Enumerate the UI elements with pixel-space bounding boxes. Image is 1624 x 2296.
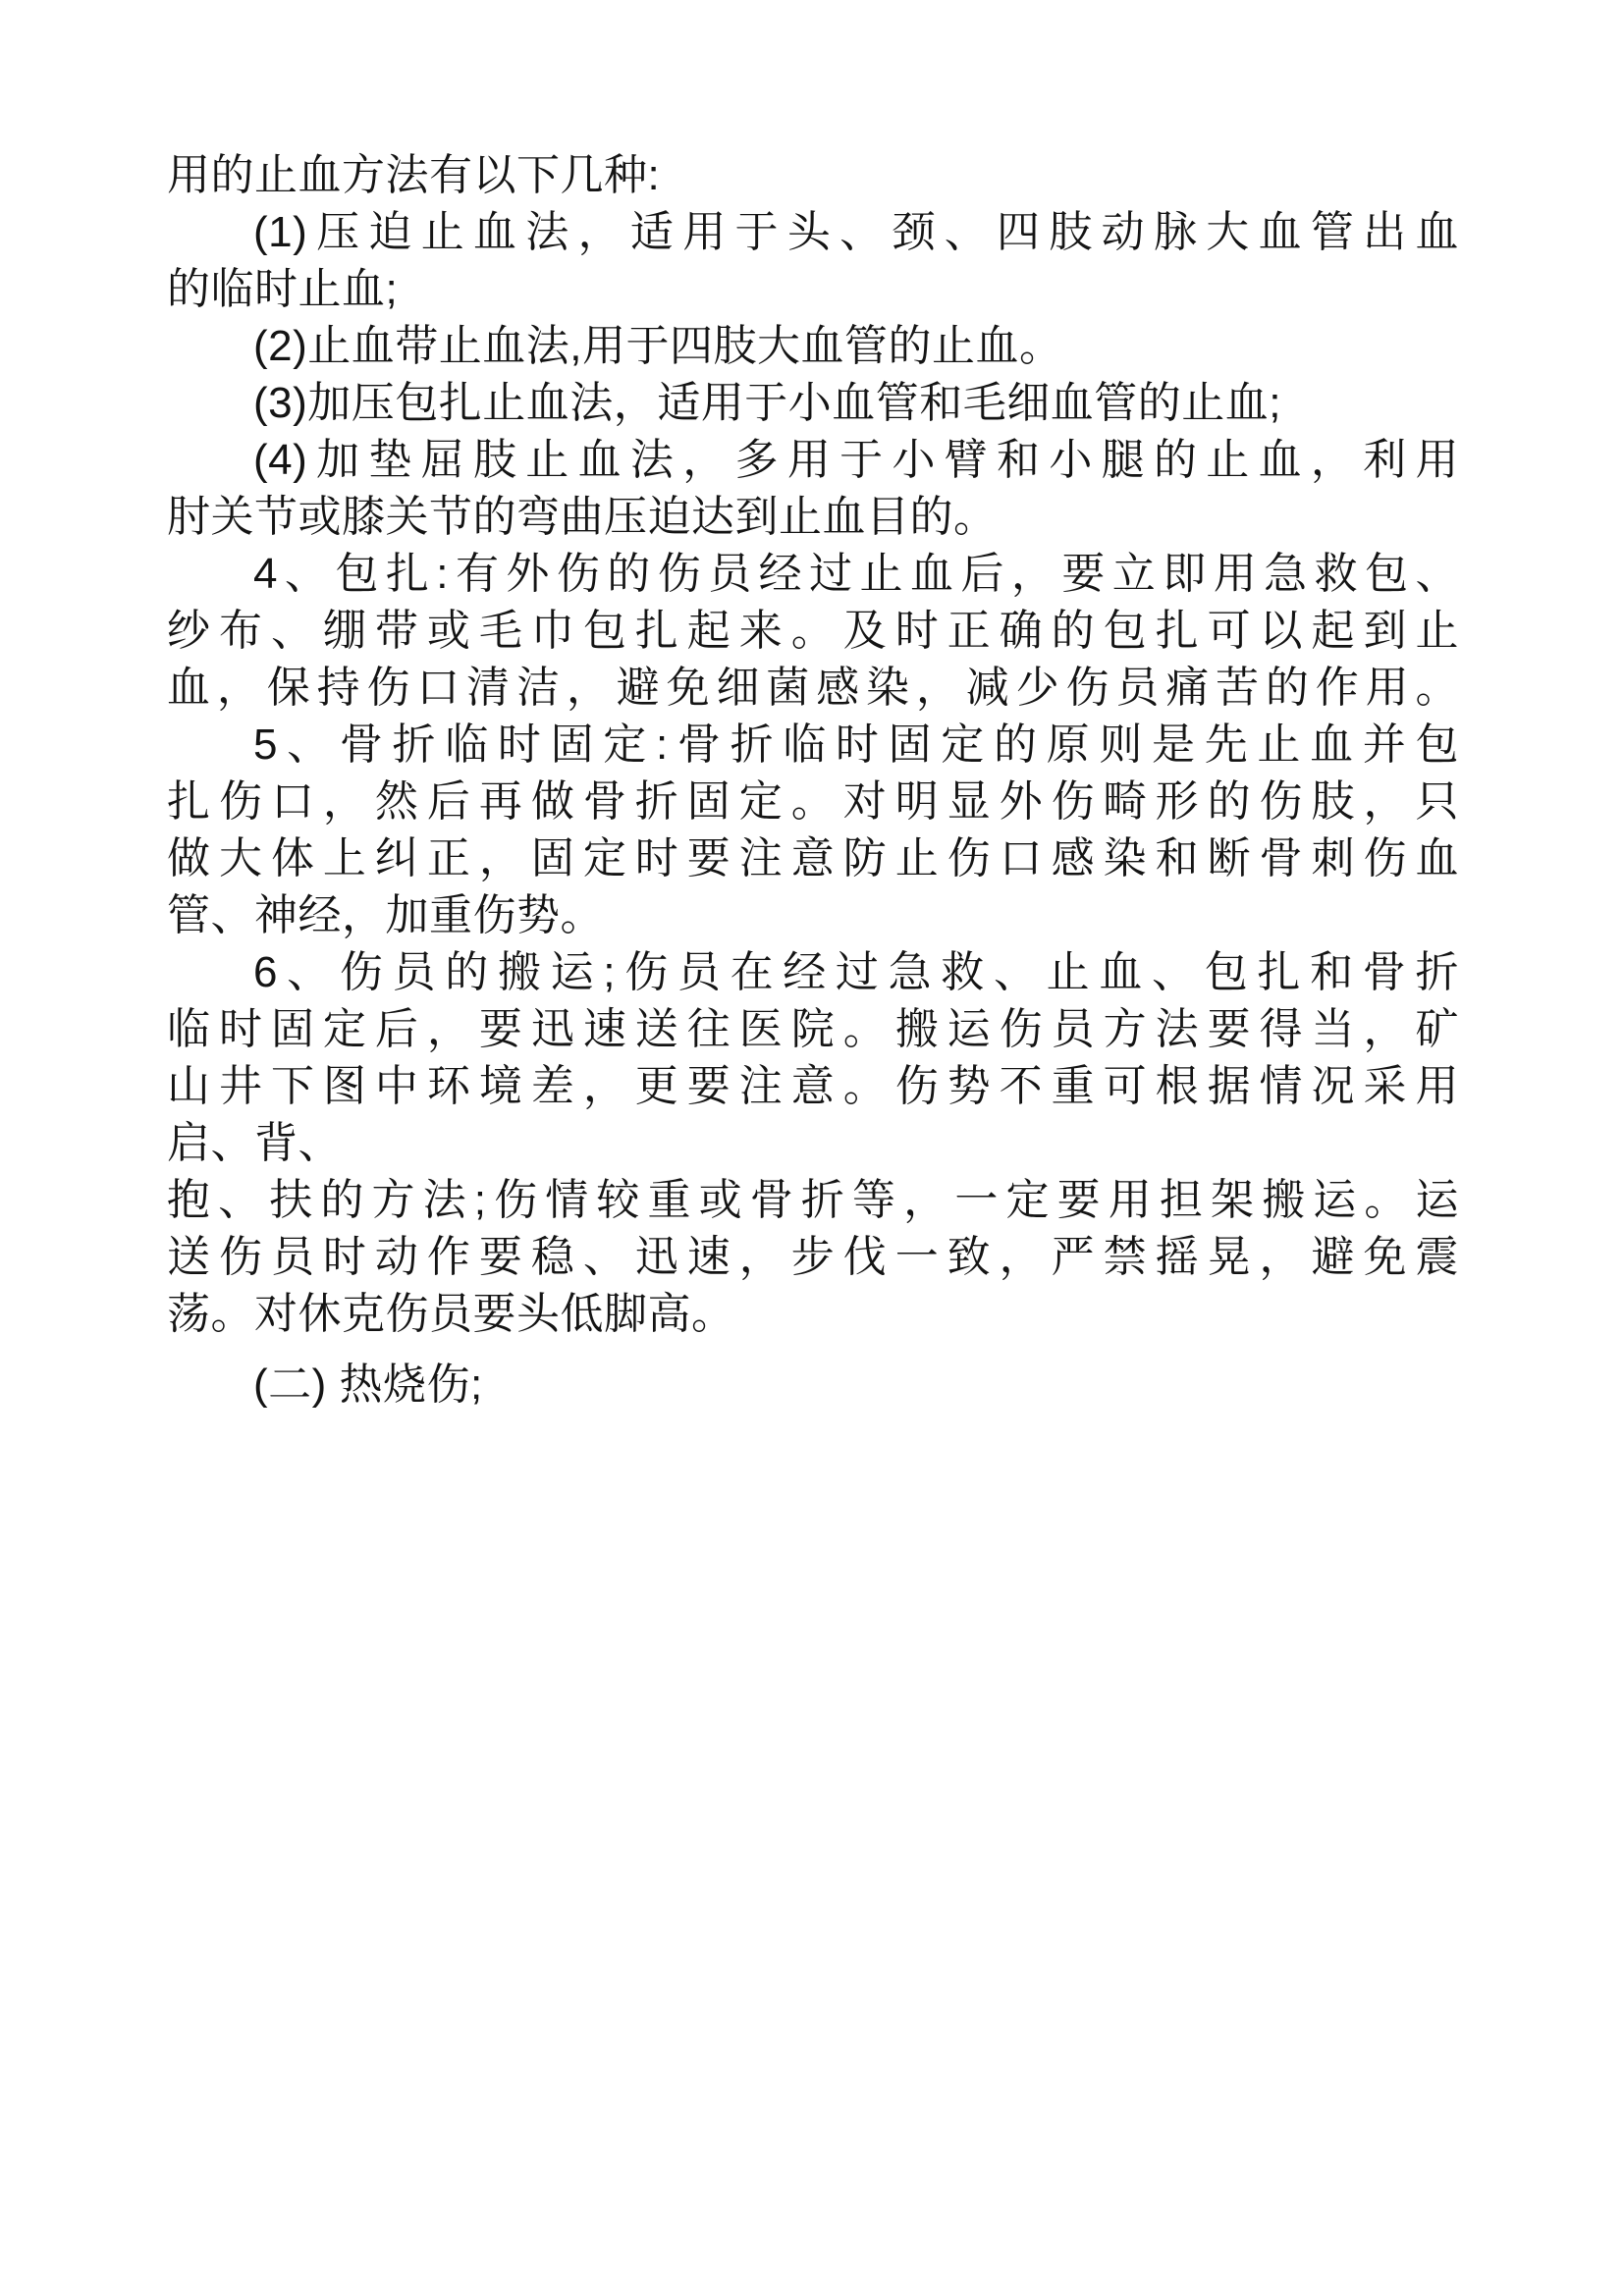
text-line: 5、骨折临时固定:骨折临时固定的原则是先止血并包 — [253, 721, 1459, 769]
text-line: 用的止血方法有以下几种: — [167, 151, 661, 199]
text-line: 纱布、绷带或毛巾包扎起来。及时正确的包扎可以起到止 — [167, 607, 1459, 655]
text-line: (4)加垫屈肢止血法，多用于小臂和小腿的止血，利用 — [253, 436, 1459, 484]
text-line: 4、包扎:有外伤的伤员经过止血后，要立即用急救包、 — [253, 550, 1459, 598]
text-line: (3)加压包扎止血法，适用于小血管和毛细血管的止血; — [253, 379, 1281, 427]
text-line: (1)压迫止血法，适用于头、颈、四肢动脉大血管出血 — [253, 208, 1459, 256]
text-line: 抱、扶的方法;伤情较重或骨折等，一定要用担架搬运。运 — [167, 1176, 1459, 1224]
text-line: (2)止血带止血法,用于四肢大血管的止血。 — [253, 322, 1063, 370]
text-line: 临时固定后，要迅速送往医院。搬运伤员方法要得当，矿 — [167, 1005, 1459, 1053]
text-line: 做大体上纠正，固定时要注意防止伤口感染和断骨刺伤血 — [167, 834, 1459, 882]
text-line: 荡。对休克伤员要头低脚高。 — [167, 1290, 735, 1338]
text-line: 送伤员时动作要稳、迅速，步伐一致，严禁摇晃，避免震 — [167, 1233, 1459, 1281]
text-line: 扎伤口，然后再做骨折固定。对明显外伤畸形的伤肢，只 — [167, 777, 1459, 826]
text-line: 的临时止血; — [167, 265, 399, 313]
text-line: 肘关节或膝关节的弯曲压迫达到止血目的。 — [167, 493, 998, 541]
text-body — [167, 147, 1459, 1414]
text-line: 6、伤员的搬运;伤员在经过急救、止血、包扎和骨折 — [253, 948, 1459, 996]
text-line: 山井下图中环境差，更要注意。伤势不重可根据情况采用 — [167, 1062, 1459, 1110]
text-line: (二) 热烧伤; — [253, 1361, 483, 1409]
text-line: 血，保持伤口清洁，避免细菌感染，减少伤员痛苦的作用。 — [167, 664, 1459, 712]
text-line: 启、背、 — [167, 1119, 342, 1167]
text-line: 管、神经，加重伤势。 — [167, 891, 604, 939]
